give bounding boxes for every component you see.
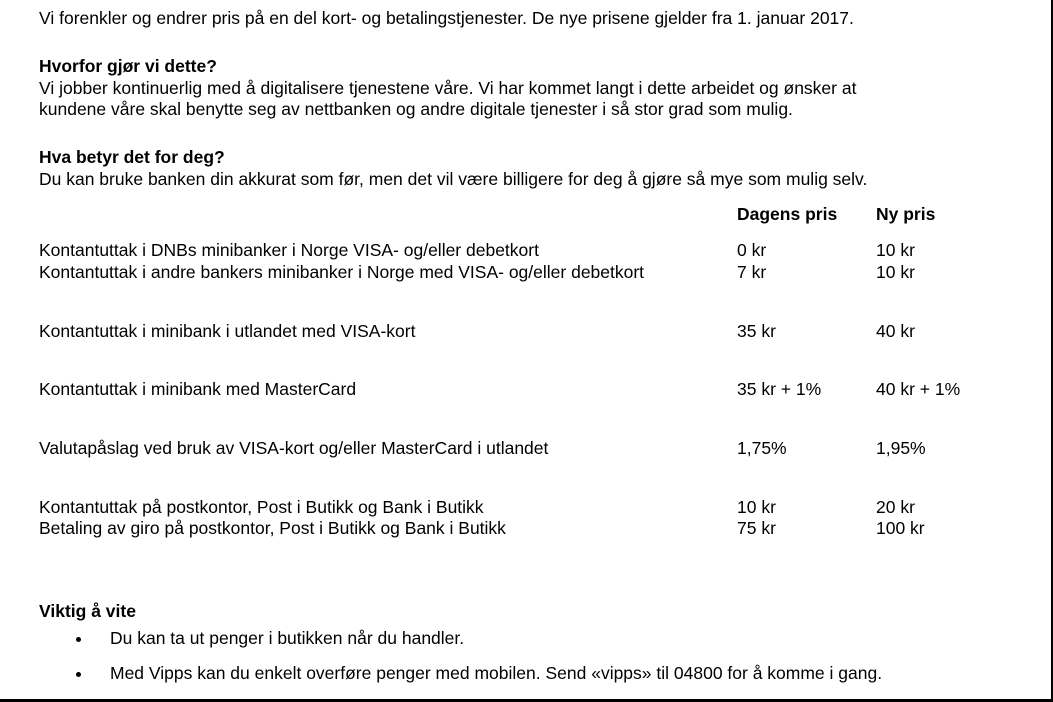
service-name: Betaling av giro på postkontor, Post i Butikk og Bank i Butikk xyxy=(39,518,506,538)
service-name: Kontantuttak på postkontor, Post i Butikk og Bank i Butikk xyxy=(39,497,484,517)
bullet-icon xyxy=(76,672,81,677)
meaning-heading: Hva betyr det for deg? xyxy=(39,147,225,167)
service-name: Kontantuttak i andre bankers minibanker i Norge med VISA- og/eller debetkort xyxy=(39,262,645,282)
new-price: 1,95% xyxy=(876,438,926,458)
new-price: 10 kr xyxy=(876,240,915,260)
service-name: Kontantuttak i DNBs minibanker i Norge VISA- og/eller debetkort xyxy=(39,240,539,260)
new-price: 20 kr xyxy=(876,497,915,517)
new-price: 40 kr + 1% xyxy=(876,379,961,399)
header-new-price: Ny pris xyxy=(876,204,936,224)
new-price: 100 kr xyxy=(876,518,925,538)
service-name: Kontantuttak i minibank med MasterCard xyxy=(39,379,357,399)
current-price: 35 kr xyxy=(737,321,776,341)
why-line-2: kundene våre skal benytte seg av nettbanken og andre digitale tjenester i så stor grad som mulig. xyxy=(39,99,793,119)
bullet-text: Du kan ta ut penger i butikken når du handler. xyxy=(110,628,465,648)
new-price: 10 kr xyxy=(876,262,915,282)
current-price: 0 kr xyxy=(737,240,767,260)
current-price: 75 kr xyxy=(737,518,776,538)
current-price: 1,75% xyxy=(737,438,787,458)
meaning-text: Du kan bruke banken din akkurat som før, men det vil være billigere for deg å gjøre så mye som mulig selv. xyxy=(39,169,868,189)
why-heading: Hvorfor gjør vi dette? xyxy=(39,56,217,76)
current-price: 7 kr xyxy=(737,262,767,282)
current-price: 35 kr + 1% xyxy=(737,379,822,399)
header-current-price: Dagens pris xyxy=(737,204,838,224)
intro-text: Vi forenkler og endrer pris på en del kort- og betalingstjenester. De nye prisene gjelder fra 1. januar 2017. xyxy=(39,8,854,28)
current-price: 10 kr xyxy=(737,497,776,517)
service-name: Kontantuttak i minibank i utlandet med VISA-kort xyxy=(39,321,416,341)
why-line-1: Vi jobber kontinuerlig med å digitalisere tjenestene våre. Vi har kommet langt i dette arbeidet og ønsker at xyxy=(39,78,857,98)
important-heading: Viktig å vite xyxy=(39,601,136,621)
service-name: Valutapåslag ved bruk av VISA-kort og/eller MasterCard i utlandet xyxy=(39,438,549,458)
bullet-text: Med Vipps kan du enkelt overføre penger med mobilen. Send «vipps» til 04800 for å komme i gang. xyxy=(110,663,883,683)
new-price: 40 kr xyxy=(876,321,915,341)
bullet-icon xyxy=(76,637,81,642)
